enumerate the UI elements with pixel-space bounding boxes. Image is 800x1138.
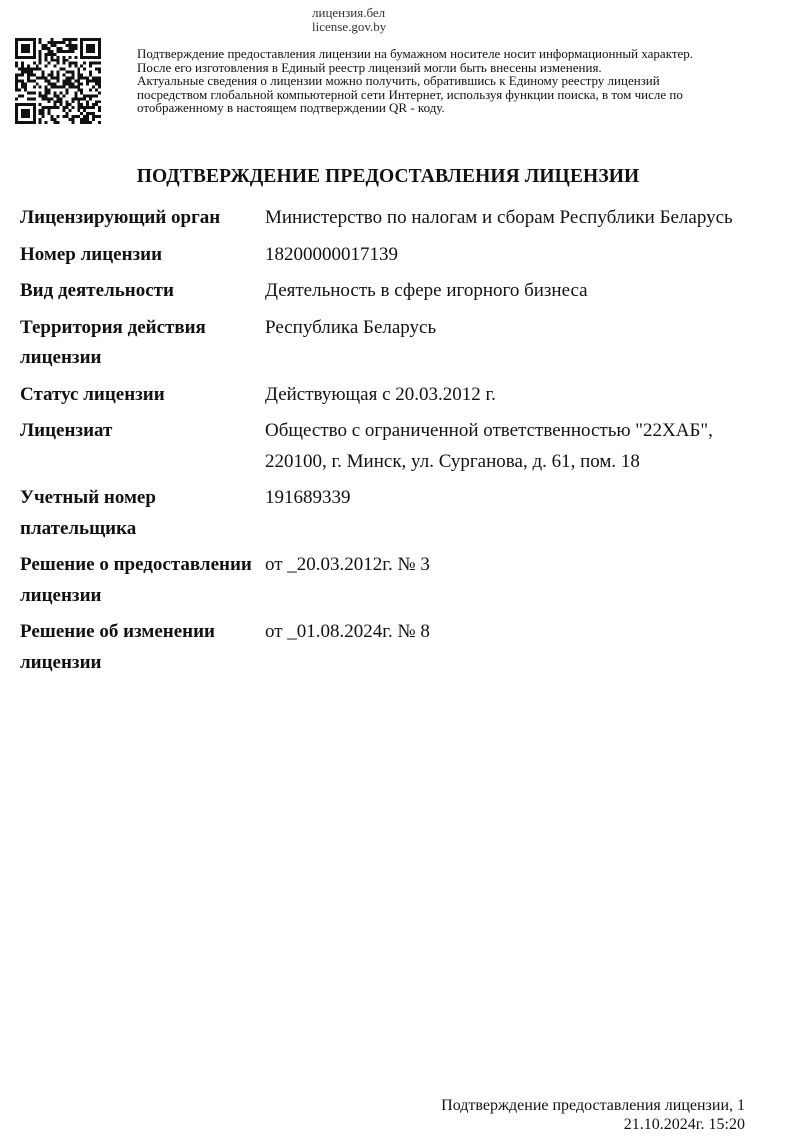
disclaimer-line: Подтверждение предоставления лицензии на бумажном носителе носит информационный характер. [137,46,694,61]
field-value: Республика Беларусь [265,316,437,338]
field-label: Учетный номер плательщика [20,487,156,539]
site-address [312,6,386,34]
page-footer [441,1096,745,1134]
field-row-change-decision [20,617,760,678]
field-value: 191689339 [265,487,351,508]
site-address-cyrillic: лицензия.бел [312,5,386,20]
footer-page-label: Подтверждение предоставления лицензии, 1 [441,1097,745,1114]
field-row-taxpayer-number [20,483,760,544]
license-fields [20,203,760,684]
field-row-grant-decision [20,550,760,611]
field-value: Деятельность в сфере игорного бизнеса [265,280,588,301]
footer-timestamp: 21.10.2024г. 15:20 [623,1116,745,1133]
disclaimer-notice [137,47,777,115]
site-address-latin: license.gov.by [312,19,387,34]
disclaimer-line: Актуальные сведения о лицензии можно получить, обратившись к Единому реестру лицензий [137,73,660,88]
field-label: Решение о предоставлении лицензии [20,554,252,606]
field-row-license-status [20,380,760,411]
field-value: от _20.03.2012г. № 3 [265,554,430,575]
field-row-licensing-authority [20,203,760,234]
field-value: Министерство по налогам и сборам Республики Беларусь [265,207,733,228]
field-label: Территория действия лицензии [20,316,206,368]
field-value: от _01.08.2024г. № 8 [265,621,430,642]
field-label: Вид деятельности [20,280,174,301]
field-value: 18200000017139 [265,243,398,265]
field-row-licensee [20,416,760,477]
field-label: Решение об изменении лицензии [20,621,216,673]
disclaimer-line: посредством глобальной компьютерной сети Интернет, используя функции поиска, в том числе по [137,86,683,102]
field-row-license-number [20,240,760,271]
field-label: Номер лицензии [20,243,163,265]
field-label: Лицензирующий орган [20,207,221,228]
field-value: Общество с ограниченной ответственностью "22ХАБ", 220100, г. Минск, ул. Сурганова, д. 61, пом. 18 [265,420,713,472]
field-label: Статус лицензии [20,383,165,405]
field-row-territory [20,313,760,374]
disclaimer-line: отображенному в настоящем подтверждении QR - коду. [137,100,445,115]
disclaimer-line: После его изготовления в Единый реестр лицензий могли быть внесены изменения. [137,59,602,75]
qr-code-icon [15,38,101,124]
field-label: Лицензиат [20,420,113,441]
field-value: Действующая с 20.03.2012 г. [265,383,496,405]
field-row-activity-type [20,276,760,307]
document-title: ПОДТВЕРЖДЕНИЕ ПРЕДОСТАВЛЕНИЯ ЛИЦЕНЗИИ [136,166,640,187]
